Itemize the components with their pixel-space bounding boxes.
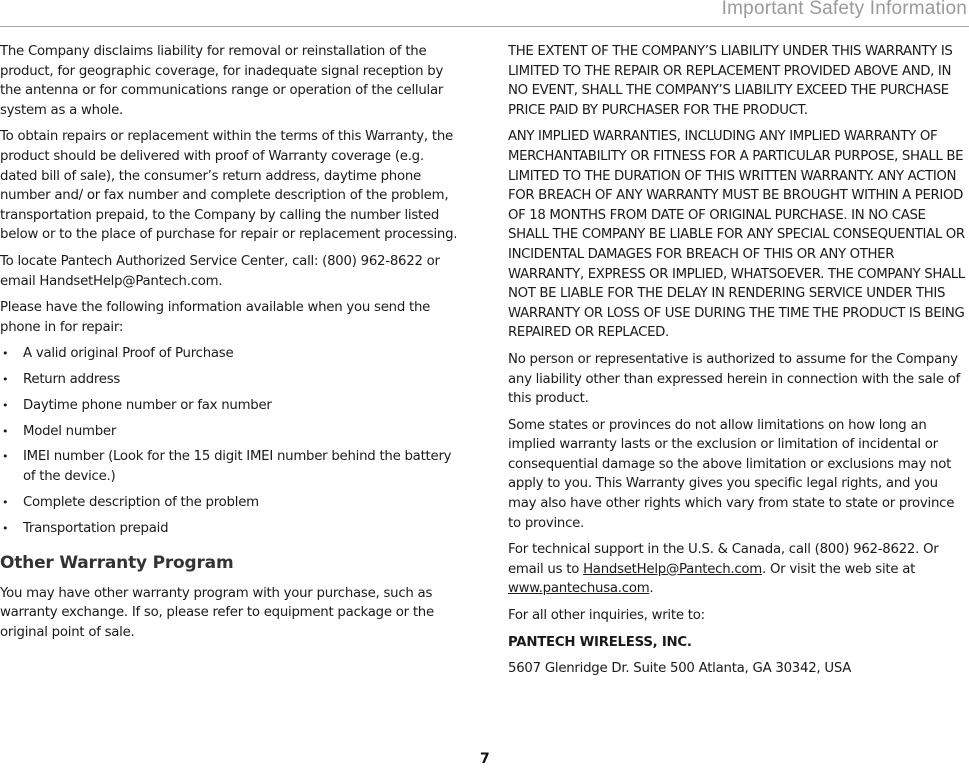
bullet-icon: •	[2, 450, 9, 464]
bullet-icon: •	[2, 424, 9, 438]
left-column	[0, 42, 462, 650]
bullet-icon: •	[2, 347, 9, 361]
right-column	[508, 42, 968, 686]
list-item: • Complete description of the problem	[0, 493, 462, 513]
page-number: 7	[480, 751, 490, 767]
support-email-link[interactable]: HandsetHelp@Pantech.com	[583, 561, 763, 577]
list-item: • Transportation prepaid	[0, 519, 462, 539]
list-item: • Return address	[0, 370, 462, 390]
list-item: • IMEI number (Look for the 15 digit IMEI number behind the battery of the device.)	[2, 449, 452, 485]
company-name: PANTECH WIRELESS, INC.	[508, 634, 692, 650]
liability-paragraph: The Company disclaims liability for removal or reinstallation of the product, for geographic coverage, for inadequate signal reception by the antenna or for communications range or operation of the cellular system as a whole.	[0, 44, 444, 118]
implied-warranties-paragraph: ANY IMPLIED WARRANTIES, INCLUDING ANY IMPLIED WARRANTY OF MERCHANTABILITY OR FITNESS FOR A PARTICULAR PURPOSE, SHALL BE LIMITED TO THE DURATION OF THIS WRITTEN WARRANTY. ANY ACTION FOR BREACH OF ANY WARRANTY MUST BE BROUGHT WITHIN A PERIOD OF 18 MONTHS FROM DATE OF ORIGINAL PURCHASE. IN NO CASE SHALL THE COMPANY BE LIABLE FOR ANY SPECIAL CONSEQUENTIAL OR INCIDENTAL DAMAGES FOR BREACH OF THIS OR ANY OTHER WARRANTY, EXPRESS OR IMPLIED, WHATSOEVER. THE COMPANY SHALL NOT BE LIABLE FOR THE DELAY IN RENDERING SERVICE UNDER THIS WARRANTY OR LOSS OF USE DURING THE TIME THE PRODUCT IS BEING REPAIRED OR REPLACED.	[508, 129, 965, 341]
service-center-paragraph: To locate Pantech Authorized Service Center, call: (800) 962-8622 or email HandsetHelp@Pantech.com.	[0, 253, 440, 289]
technical-support-paragraph: For technical support in the U.S. & Canada, call (800) 962-8622. Or email us to HandsetHelp@Pantech.com. Or visit the web site at www.pantechusa.com.	[508, 542, 939, 597]
list-item: • Daytime phone number or fax number	[0, 396, 462, 416]
no-representative-paragraph: No person or representative is authorized to assume for the Company any liability other than expressed herein in connection with the sale of this product.	[508, 351, 961, 407]
other-warranty-heading: Other Warranty Program	[0, 553, 234, 574]
repair-instructions-paragraph: To obtain repairs or replacement within the terms of this Warranty, the product should be delivered with proof of Warranty coverage (e.g. dated bill of sale), the consumer’s return address, daytime phone number and/ or fax number and complete description of the problem, transportation prepaid, to the Company by calling the number listed below or to the place of purchase for repair or replacement processing.	[0, 129, 458, 243]
list-item: • A valid original Proof of Purchase	[0, 344, 462, 364]
list-item: • Model number	[0, 422, 462, 442]
inquiries-paragraph: For all other inquiries, write to:	[508, 608, 705, 624]
page-header-title: Important Safety Information	[721, 0, 967, 19]
required-info-intro: Please have the following information available when you send the phone in for repair:	[0, 300, 431, 335]
bullet-icon: •	[2, 495, 9, 509]
required-info-list	[0, 344, 462, 538]
header-divider	[0, 26, 969, 27]
state-limitations-paragraph: Some states or provinces do not allow limitations on how long an implied warranty lasts or the exclusion or limitation of incidental or consequential damage so the above limitation or exclusions may not apply to you. This Warranty gives you specific legal rights, and you may also have other rights which vary from state to state or province to province.	[508, 417, 955, 531]
company-address: 5607 Glenridge Dr. Suite 500 Atlanta, GA 30342, USA	[508, 661, 852, 677]
bullet-icon: •	[2, 521, 9, 535]
other-warranty-paragraph: You may have other warranty program with your purchase, such as warranty exchange. If so, please refer to equipment package or the original point of sale.	[0, 585, 434, 640]
bullet-icon: •	[2, 398, 9, 412]
website-link[interactable]: www.pantechusa.com	[508, 581, 650, 597]
bullet-icon: •	[2, 373, 9, 387]
liability-limit-paragraph: THE EXTENT OF THE COMPANY’S LIABILITY UNDER THIS WARRANTY IS LIMITED TO THE REPAIR OR REPLACEMENT PROVIDED ABOVE AND, IN NO EVENT, SHALL THE COMPANY’S LIABILITY EXCEED THE PURCHASE PRICE PAID BY PURCHASER FOR THE PRODUCT.	[508, 44, 953, 118]
